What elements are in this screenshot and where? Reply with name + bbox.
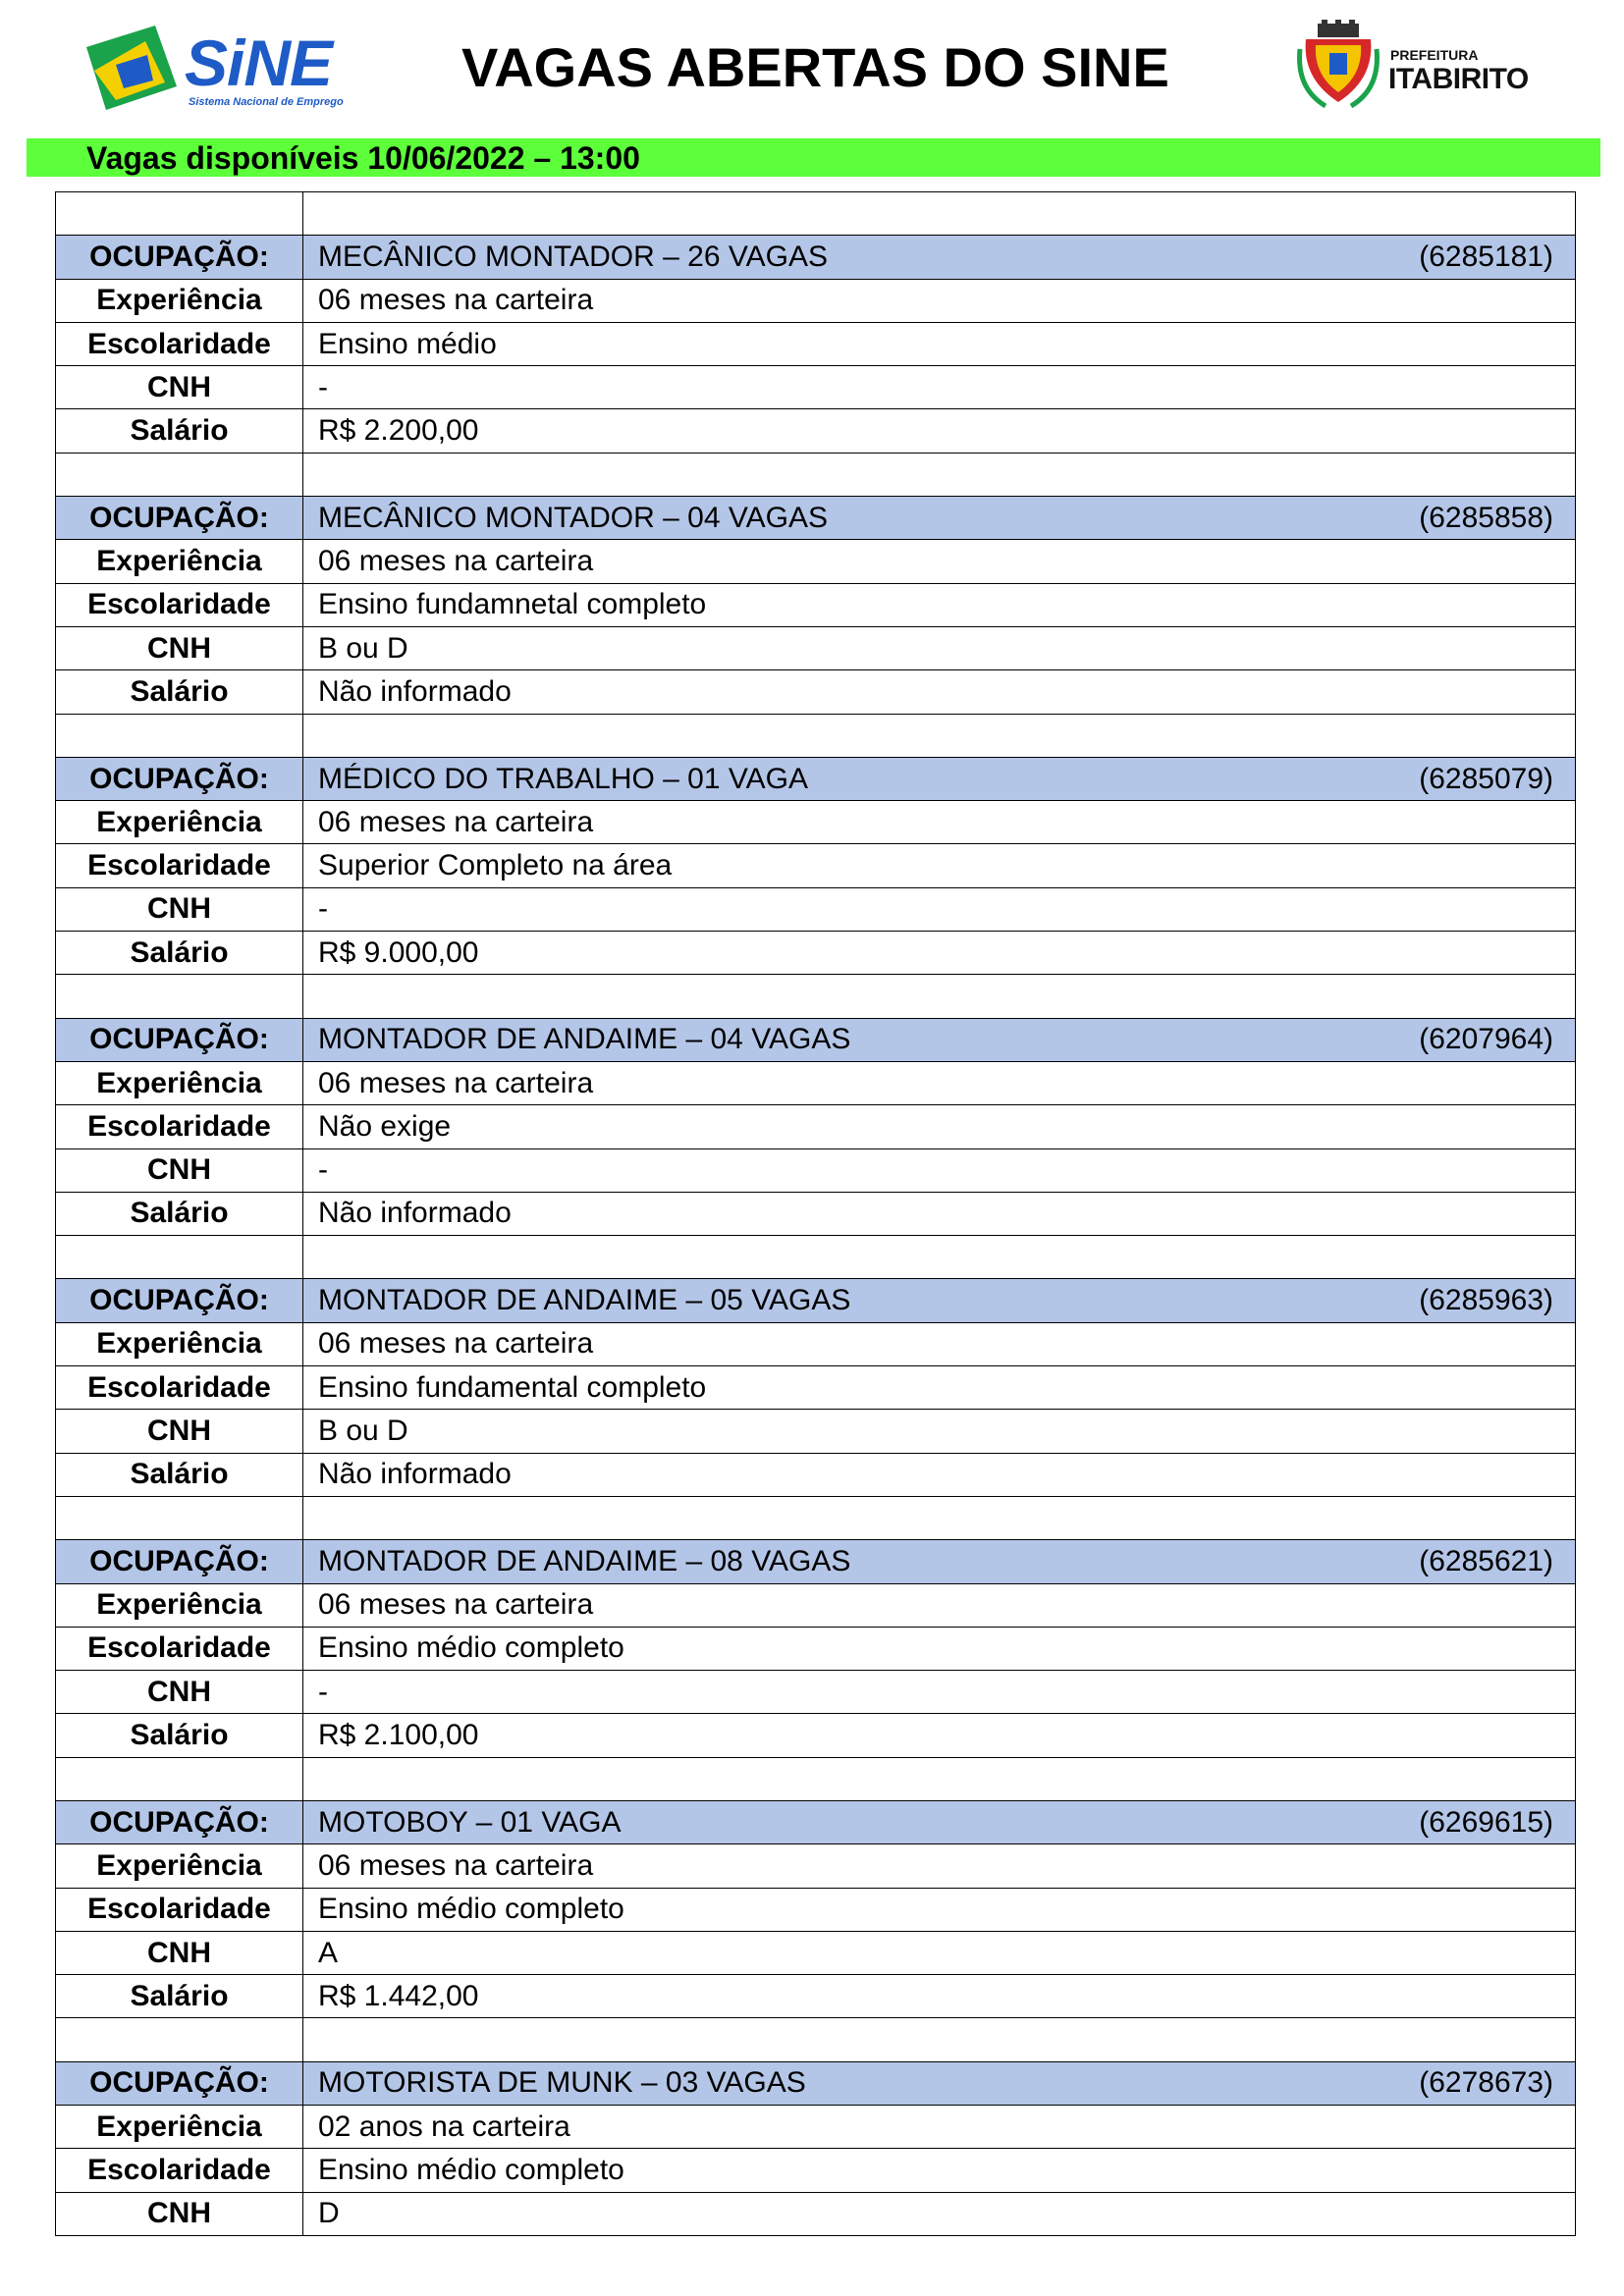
sine-logo-text: SiNE (185, 27, 333, 99)
occupation-row (56, 1279, 1576, 1322)
salario-label: Salário (56, 670, 303, 714)
salario-label: Salário (56, 1975, 303, 2018)
cnh-row (56, 1931, 1576, 1974)
escolaridade-value: Superior Completo na área (303, 844, 1576, 887)
spacer-cell (303, 714, 1576, 757)
occupation-title: MOTORISTA DE MUNK – 03 VAGAS (318, 2066, 806, 2100)
occupation-title: MECÂNICO MONTADOR – 04 VAGAS (318, 501, 828, 534)
occupation-cell (303, 236, 1576, 279)
cnh-value: A (303, 1931, 1576, 1974)
occupation-title: MONTADOR DE ANDAIME – 04 VAGAS (318, 1023, 851, 1056)
experiencia-row (56, 801, 1576, 844)
spacer-cell (56, 975, 303, 1018)
salario-value: Não informado (303, 670, 1576, 714)
cnh-value: - (303, 887, 1576, 931)
job-code: (6285963) (1419, 1284, 1553, 1317)
spacer-cell (303, 2018, 1576, 2061)
experiencia-label: Experiência (56, 1322, 303, 1365)
cnh-row (56, 1410, 1576, 1453)
escolaridade-row (56, 844, 1576, 887)
occupation-cell (303, 1540, 1576, 1583)
sine-flag-icon (86, 26, 185, 114)
availability-banner (27, 138, 1600, 177)
escolaridade-value: Ensino fundamental completo (303, 1366, 1576, 1410)
spacer-cell (303, 1236, 1576, 1279)
occupation-label: OCUPAÇÃO: (56, 497, 303, 540)
cnh-row (56, 1671, 1576, 1714)
cnh-value: - (303, 1148, 1576, 1192)
cnh-value: B ou D (303, 626, 1576, 669)
salario-value: R$ 2.100,00 (303, 1714, 1576, 1757)
prefeitura-logo (1296, 20, 1542, 118)
page-header (0, 0, 1624, 137)
cnh-label: CNH (56, 1148, 303, 1192)
spacer-row (56, 975, 1576, 1018)
escolaridade-label: Escolaridade (56, 1627, 303, 1670)
spacer-row (56, 1236, 1576, 1279)
salario-value: Não informado (303, 1453, 1576, 1496)
experiencia-label: Experiência (56, 540, 303, 583)
spacer-cell (56, 453, 303, 496)
spacer-cell (303, 1757, 1576, 1800)
job-listings-table (55, 191, 1576, 2236)
occupation-cell (303, 1279, 1576, 1322)
occupation-cell (303, 1018, 1576, 1061)
spacer-row (56, 453, 1576, 496)
salario-row (56, 1453, 1576, 1496)
spacer-row (56, 1757, 1576, 1800)
escolaridade-value: Ensino médio completo (303, 2149, 1576, 2192)
cnh-row (56, 887, 1576, 931)
experiencia-value: 06 meses na carteira (303, 801, 1576, 844)
spacer-cell (56, 1757, 303, 1800)
spacer-cell (56, 1496, 303, 1539)
salario-row (56, 1714, 1576, 1757)
occupation-row (56, 236, 1576, 279)
cnh-label: CNH (56, 2192, 303, 2235)
city-name: ITABIRITO (1388, 63, 1529, 95)
job-code: (6285858) (1419, 501, 1553, 534)
experiencia-row (56, 1844, 1576, 1888)
salario-value: R$ 9.000,00 (303, 932, 1576, 975)
occupation-title: MONTADOR DE ANDAIME – 05 VAGAS (318, 1284, 851, 1317)
occupation-title: MOTOBOY – 01 VAGA (318, 1805, 622, 1839)
escolaridade-label: Escolaridade (56, 322, 303, 365)
spacer-cell (56, 2018, 303, 2061)
occupation-cell (303, 2061, 1576, 2105)
occupation-row (56, 1800, 1576, 1843)
cnh-value: - (303, 366, 1576, 409)
experiencia-value: 06 meses na carteira (303, 1061, 1576, 1104)
occupation-row (56, 497, 1576, 540)
salario-value: R$ 1.442,00 (303, 1975, 1576, 2018)
spacer-cell (56, 192, 303, 236)
experiencia-row (56, 279, 1576, 322)
salario-label: Salário (56, 1714, 303, 1757)
occupation-cell (303, 497, 1576, 540)
escolaridade-label: Escolaridade (56, 1888, 303, 1931)
occupation-label: OCUPAÇÃO: (56, 236, 303, 279)
salario-label: Salário (56, 1453, 303, 1496)
experiencia-value: 06 meses na carteira (303, 1583, 1576, 1627)
cnh-label: CNH (56, 1410, 303, 1453)
job-code: (6285621) (1419, 1544, 1553, 1577)
occupation-label: OCUPAÇÃO: (56, 1800, 303, 1843)
job-code: (6285181) (1419, 240, 1553, 273)
salario-row (56, 670, 1576, 714)
salario-label: Salário (56, 409, 303, 453)
experiencia-label: Experiência (56, 801, 303, 844)
job-code: (6278673) (1419, 2066, 1553, 2100)
occupation-cell (303, 1800, 1576, 1843)
salario-label: Salário (56, 932, 303, 975)
prefeitura-label: PREFEITURA (1390, 47, 1479, 63)
job-code: (6207964) (1419, 1023, 1553, 1056)
escolaridade-value: Ensino médio completo (303, 1888, 1576, 1931)
salario-value: R$ 2.200,00 (303, 409, 1576, 453)
page-title: VAGAS ABERTAS DO SINE (461, 36, 1169, 98)
occupation-row (56, 757, 1576, 800)
spacer-cell (303, 975, 1576, 1018)
cnh-row (56, 366, 1576, 409)
job-code: (6285079) (1419, 762, 1553, 795)
salario-row (56, 1975, 1576, 2018)
experiencia-label: Experiência (56, 2106, 303, 2149)
experiencia-label: Experiência (56, 1061, 303, 1104)
salario-row (56, 932, 1576, 975)
escolaridade-row (56, 2149, 1576, 2192)
occupation-label: OCUPAÇÃO: (56, 2061, 303, 2105)
salario-value: Não informado (303, 1192, 1576, 1235)
escolaridade-label: Escolaridade (56, 1105, 303, 1148)
spacer-cell (303, 453, 1576, 496)
spacer-row (56, 192, 1576, 236)
salario-row (56, 409, 1576, 453)
cnh-label: CNH (56, 887, 303, 931)
escolaridade-value: Ensino médio completo (303, 1627, 1576, 1670)
sine-logo (86, 24, 361, 114)
escolaridade-row (56, 322, 1576, 365)
experiencia-label: Experiência (56, 1583, 303, 1627)
salario-row (56, 1192, 1576, 1235)
occupation-title: MECÂNICO MONTADOR – 26 VAGAS (318, 240, 828, 273)
job-code: (6269615) (1419, 1805, 1553, 1839)
occupation-label: OCUPAÇÃO: (56, 1540, 303, 1583)
spacer-cell (56, 714, 303, 757)
experiencia-value: 06 meses na carteira (303, 1322, 1576, 1365)
escolaridade-value: Ensino médio (303, 322, 1576, 365)
coat-of-arms-icon (1296, 20, 1380, 110)
occupation-row (56, 1540, 1576, 1583)
experiencia-label: Experiência (56, 279, 303, 322)
escolaridade-row (56, 1366, 1576, 1410)
experiencia-label: Experiência (56, 1844, 303, 1888)
occupation-title: MONTADOR DE ANDAIME – 08 VAGAS (318, 1544, 851, 1577)
experiencia-row (56, 2106, 1576, 2149)
escolaridade-row (56, 1105, 1576, 1148)
experiencia-value: 06 meses na carteira (303, 1844, 1576, 1888)
experiencia-row (56, 1583, 1576, 1627)
escolaridade-label: Escolaridade (56, 2149, 303, 2192)
cnh-row (56, 2192, 1576, 2235)
spacer-cell (303, 192, 1576, 236)
experiencia-value: 06 meses na carteira (303, 540, 1576, 583)
escolaridade-label: Escolaridade (56, 583, 303, 626)
occupation-label: OCUPAÇÃO: (56, 1018, 303, 1061)
availability-date: Vagas disponíveis 10/06/2022 – 13:00 (86, 140, 640, 176)
experiencia-value: 02 anos na carteira (303, 2106, 1576, 2149)
cnh-label: CNH (56, 1931, 303, 1974)
occupation-row (56, 1018, 1576, 1061)
cnh-value: - (303, 1671, 1576, 1714)
spacer-row (56, 714, 1576, 757)
escolaridade-label: Escolaridade (56, 1366, 303, 1410)
spacer-cell (56, 1236, 303, 1279)
escolaridade-value: Não exige (303, 1105, 1576, 1148)
spacer-cell (303, 1496, 1576, 1539)
occupation-label: OCUPAÇÃO: (56, 1279, 303, 1322)
experiencia-value: 06 meses na carteira (303, 279, 1576, 322)
occupation-label: OCUPAÇÃO: (56, 757, 303, 800)
escolaridade-row (56, 1627, 1576, 1670)
occupation-cell (303, 757, 1576, 800)
escolaridade-row (56, 1888, 1576, 1931)
sine-logo-subtitle: Sistema Nacional de Emprego (189, 96, 344, 108)
occupation-row (56, 2061, 1576, 2105)
salario-label: Salário (56, 1192, 303, 1235)
cnh-label: CNH (56, 626, 303, 669)
cnh-value: B ou D (303, 1410, 1576, 1453)
cnh-value: D (303, 2192, 1576, 2235)
cnh-row (56, 1148, 1576, 1192)
experiencia-row (56, 540, 1576, 583)
spacer-row (56, 2018, 1576, 2061)
occupation-title: MÉDICO DO TRABALHO – 01 VAGA (318, 762, 809, 795)
cnh-row (56, 626, 1576, 669)
escolaridade-label: Escolaridade (56, 844, 303, 887)
spacer-row (56, 1496, 1576, 1539)
experiencia-row (56, 1061, 1576, 1104)
escolaridade-value: Ensino fundamnetal completo (303, 583, 1576, 626)
cnh-label: CNH (56, 1671, 303, 1714)
experiencia-row (56, 1322, 1576, 1365)
cnh-label: CNH (56, 366, 303, 409)
escolaridade-row (56, 583, 1576, 626)
